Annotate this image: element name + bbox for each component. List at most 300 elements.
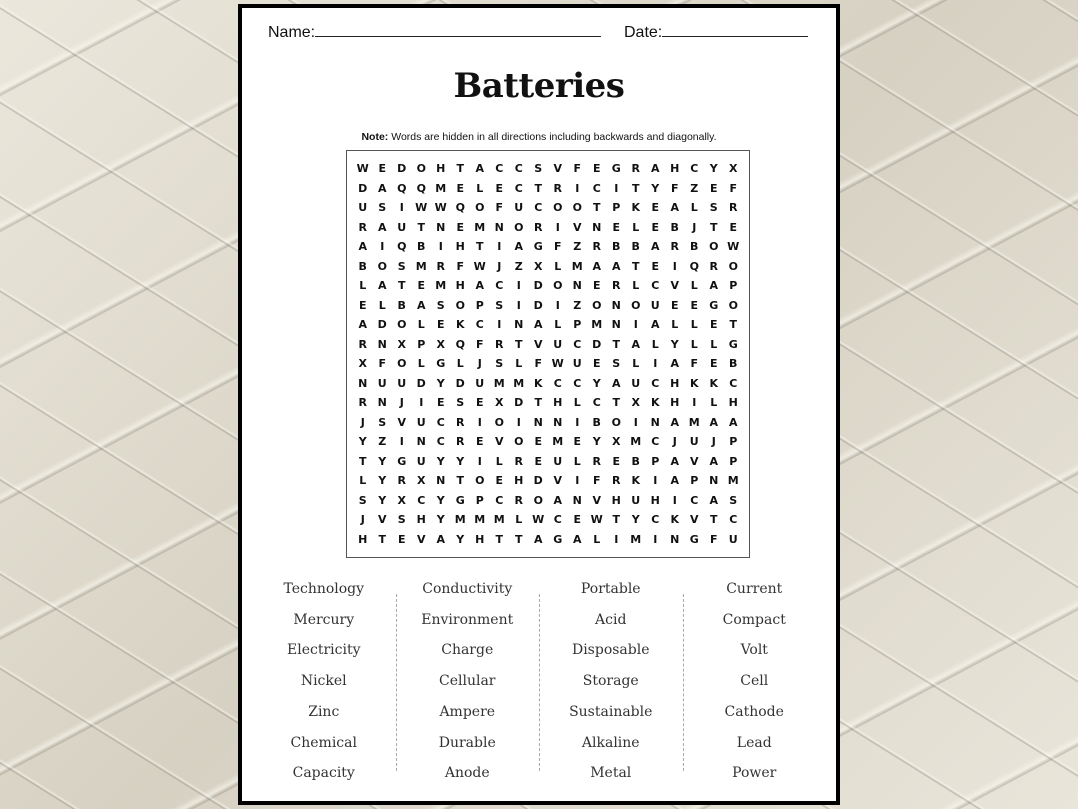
grid-cell[interactable]: B <box>397 298 406 312</box>
grid-cell[interactable]: E <box>573 435 581 449</box>
grid-cell[interactable]: T <box>475 240 484 254</box>
grid-cell[interactable]: F <box>729 181 737 195</box>
grid-cell[interactable]: T <box>612 513 620 527</box>
grid-cell[interactable]: P <box>651 454 660 468</box>
grid-cell[interactable]: O <box>397 318 407 332</box>
grid-cell[interactable]: R <box>456 435 465 449</box>
grid-cell[interactable]: O <box>494 415 504 429</box>
grid-cell[interactable]: E <box>436 318 445 332</box>
grid-cell[interactable]: M <box>688 415 700 429</box>
grid-cell[interactable]: C <box>592 181 601 195</box>
grid-cell[interactable]: E <box>709 318 718 332</box>
grid-cell[interactable]: G <box>397 454 407 468</box>
grid-cell[interactable]: D <box>455 376 465 390</box>
grid-cell[interactable]: L <box>554 318 562 332</box>
grid-cell[interactable]: N <box>670 532 680 546</box>
grid-cell[interactable]: E <box>651 220 659 234</box>
grid-cell[interactable]: Q <box>455 201 465 215</box>
grid-cell[interactable]: E <box>709 357 718 371</box>
grid-cell[interactable]: R <box>534 220 543 234</box>
grid-cell[interactable]: Y <box>456 532 465 546</box>
grid-cell[interactable]: Z <box>573 298 582 312</box>
grid-cell[interactable]: G <box>533 240 543 254</box>
grid-cell[interactable]: V <box>397 415 406 429</box>
grid-cell[interactable]: I <box>575 181 580 195</box>
grid-cell[interactable]: X <box>417 474 426 488</box>
grid-cell[interactable]: W <box>590 513 603 527</box>
grid-cell[interactable]: Y <box>592 376 601 390</box>
grid-cell[interactable]: U <box>553 454 563 468</box>
grid-cell[interactable]: N <box>494 220 504 234</box>
grid-cell[interactable]: E <box>417 279 425 293</box>
grid-cell[interactable]: A <box>572 532 582 546</box>
grid-cell[interactable]: V <box>689 454 699 468</box>
grid-cell[interactable]: R <box>631 162 640 176</box>
grid-cell[interactable]: A <box>533 532 543 546</box>
grid-cell[interactable]: R <box>358 396 367 410</box>
grid-cell[interactable]: X <box>436 337 445 351</box>
grid-cell[interactable]: H <box>553 396 563 410</box>
grid-cell[interactable]: D <box>358 181 368 195</box>
grid-cell[interactable]: N <box>436 220 446 234</box>
grid-cell[interactable]: J <box>360 513 365 527</box>
grid-cell[interactable]: L <box>710 396 718 410</box>
grid-cell[interactable]: E <box>534 435 542 449</box>
grid-cell[interactable]: E <box>670 298 679 312</box>
grid-cell[interactable]: A <box>670 201 679 215</box>
grid-cell[interactable]: L <box>690 279 698 293</box>
grid-cell[interactable]: C <box>514 181 523 195</box>
grid-cell[interactable]: C <box>417 493 426 507</box>
grid-cell[interactable]: N <box>416 435 426 449</box>
grid-cell[interactable]: B <box>670 220 679 234</box>
grid-cell[interactable]: Q <box>689 259 699 273</box>
grid-cell[interactable]: N <box>709 474 719 488</box>
grid-cell[interactable]: Q <box>397 240 407 254</box>
grid-cell[interactable]: M <box>454 513 466 527</box>
grid-cell[interactable]: W <box>356 162 369 176</box>
grid-cell[interactable]: C <box>651 513 660 527</box>
grid-cell[interactable]: D <box>533 474 543 488</box>
grid-cell[interactable]: O <box>611 415 621 429</box>
grid-cell[interactable]: U <box>572 357 582 371</box>
grid-cell[interactable]: M <box>727 474 739 488</box>
grid-cell[interactable]: T <box>378 532 386 546</box>
grid-cell[interactable]: D <box>377 318 387 332</box>
grid-cell[interactable]: T <box>709 220 718 234</box>
grid-cell[interactable]: S <box>612 357 621 371</box>
grid-cell[interactable]: C <box>729 376 738 390</box>
grid-cell[interactable]: L <box>554 259 562 273</box>
grid-cell[interactable]: R <box>514 493 523 507</box>
grid-cell[interactable]: A <box>728 415 738 429</box>
grid-cell[interactable]: Y <box>456 454 465 468</box>
grid-cell[interactable]: U <box>377 376 387 390</box>
grid-cell[interactable]: V <box>494 435 504 449</box>
grid-cell[interactable]: G <box>611 162 621 176</box>
grid-cell[interactable]: M <box>474 513 486 527</box>
grid-cell[interactable]: T <box>534 396 542 410</box>
grid-cell[interactable]: C <box>651 376 660 390</box>
grid-cell[interactable]: F <box>670 181 679 195</box>
grid-cell[interactable]: R <box>670 240 679 254</box>
grid-cell[interactable]: V <box>533 337 543 351</box>
grid-cell[interactable]: D <box>397 162 407 176</box>
grid-cell[interactable]: L <box>495 454 503 468</box>
grid-cell[interactable]: D <box>592 337 602 351</box>
grid-cell[interactable]: O <box>475 201 485 215</box>
grid-cell[interactable]: T <box>456 474 464 488</box>
grid-cell[interactable]: N <box>358 376 368 390</box>
grid-cell[interactable]: N <box>436 474 446 488</box>
grid-cell[interactable]: V <box>553 162 562 176</box>
grid-cell[interactable]: J <box>497 259 502 273</box>
word-search-grid[interactable] <box>346 150 750 558</box>
grid-cell[interactable]: A <box>377 279 387 293</box>
grid-cell[interactable]: N <box>572 493 582 507</box>
grid-cell[interactable]: L <box>632 357 640 371</box>
grid-cell[interactable]: P <box>475 493 484 507</box>
grid-cell[interactable]: M <box>630 435 642 449</box>
grid-cell[interactable]: S <box>378 415 387 429</box>
grid-cell[interactable]: L <box>671 318 679 332</box>
grid-cell[interactable]: C <box>690 162 699 176</box>
grid-cell[interactable]: B <box>729 357 738 371</box>
grid-cell[interactable]: V <box>377 513 387 527</box>
grid-cell[interactable]: Y <box>378 493 387 507</box>
grid-cell[interactable]: L <box>515 357 523 371</box>
grid-cell[interactable]: N <box>572 279 582 293</box>
grid-cell[interactable]: R <box>592 454 601 468</box>
grid-cell[interactable]: E <box>495 474 503 488</box>
grid-cell[interactable]: F <box>456 259 464 273</box>
grid-cell[interactable]: Y <box>709 162 718 176</box>
grid-cell[interactable]: O <box>553 201 563 215</box>
grid-cell[interactable]: C <box>514 162 523 176</box>
grid-cell[interactable]: S <box>397 259 406 273</box>
grid-cell[interactable]: E <box>729 220 737 234</box>
grid-cell[interactable]: H <box>475 532 485 546</box>
grid-cell[interactable]: I <box>555 298 560 312</box>
grid-cell[interactable]: O <box>709 240 719 254</box>
grid-cell[interactable]: L <box>573 454 581 468</box>
grid-cell[interactable]: R <box>514 454 523 468</box>
grid-cell[interactable]: K <box>631 474 641 488</box>
grid-cell[interactable]: X <box>358 357 367 371</box>
grid-cell[interactable]: K <box>455 318 465 332</box>
grid-cell[interactable]: C <box>495 279 504 293</box>
grid-cell[interactable]: O <box>572 201 582 215</box>
grid-cell[interactable]: O <box>728 259 738 273</box>
grid-cell[interactable]: I <box>477 454 482 468</box>
grid-cell[interactable]: A <box>611 259 621 273</box>
grid-cell[interactable]: E <box>592 162 601 176</box>
grid-cell[interactable]: S <box>378 201 387 215</box>
grid-cell[interactable]: A <box>436 532 445 546</box>
grid-cell[interactable]: A <box>631 337 640 351</box>
grid-cell[interactable]: L <box>515 513 523 527</box>
grid-cell[interactable]: R <box>612 474 621 488</box>
grid-cell[interactable]: Y <box>436 493 445 507</box>
grid-cell[interactable]: U <box>475 376 485 390</box>
grid-cell[interactable]: C <box>534 201 543 215</box>
grid-cell[interactable]: P <box>729 435 738 449</box>
grid-cell[interactable]: K <box>689 376 699 390</box>
grid-cell[interactable]: M <box>552 435 564 449</box>
grid-cell[interactable]: M <box>630 532 642 546</box>
grid-cell[interactable]: I <box>633 318 638 332</box>
grid-cell[interactable]: A <box>709 415 718 429</box>
grid-cell[interactable]: I <box>399 201 404 215</box>
grid-cell[interactable]: W <box>434 201 447 215</box>
grid-cell[interactable]: T <box>631 181 640 195</box>
grid-cell[interactable]: G <box>436 357 446 371</box>
grid-cell[interactable]: T <box>514 337 523 351</box>
grid-cell[interactable]: A <box>650 240 660 254</box>
grid-cell[interactable]: U <box>631 376 641 390</box>
grid-cell[interactable]: E <box>378 162 386 176</box>
grid-cell[interactable]: R <box>709 259 718 273</box>
grid-cell[interactable]: A <box>514 240 523 254</box>
grid-cell[interactable]: N <box>514 318 524 332</box>
grid-cell[interactable]: V <box>592 493 601 507</box>
grid-cell[interactable]: G <box>689 532 699 546</box>
grid-cell[interactable]: S <box>495 357 504 371</box>
grid-cell[interactable]: K <box>533 376 543 390</box>
grid-cell[interactable]: L <box>417 357 425 371</box>
grid-cell[interactable]: M <box>474 220 486 234</box>
grid-cell[interactable]: C <box>573 337 582 351</box>
grid-cell[interactable]: Q <box>455 337 465 351</box>
grid-cell[interactable]: J <box>399 396 404 410</box>
grid-cell[interactable]: A <box>592 259 601 273</box>
grid-cell[interactable]: O <box>514 435 524 449</box>
grid-cell[interactable]: F <box>709 532 718 546</box>
grid-cell[interactable]: A <box>358 240 367 254</box>
grid-cell[interactable]: D <box>533 279 543 293</box>
grid-cell[interactable]: E <box>709 181 718 195</box>
grid-cell[interactable]: B <box>690 240 699 254</box>
name-blank-line[interactable] <box>315 22 601 37</box>
grid-cell[interactable]: J <box>672 435 677 449</box>
grid-cell[interactable]: H <box>670 396 680 410</box>
grid-cell[interactable]: V <box>689 513 699 527</box>
grid-cell[interactable]: E <box>456 181 464 195</box>
grid-cell[interactable]: E <box>456 220 464 234</box>
grid-cell[interactable]: H <box>436 162 446 176</box>
grid-cell[interactable]: W <box>532 513 545 527</box>
grid-cell[interactable]: A <box>670 415 679 429</box>
grid-cell[interactable]: A <box>377 220 387 234</box>
grid-cell[interactable]: E <box>358 298 367 312</box>
grid-cell[interactable]: E <box>690 298 698 312</box>
grid-cell[interactable]: Q <box>397 181 407 195</box>
grid-cell[interactable]: A <box>709 454 718 468</box>
grid-cell[interactable]: P <box>417 337 426 351</box>
grid-cell[interactable]: F <box>495 201 503 215</box>
grid-cell[interactable]: P <box>573 318 582 332</box>
grid-cell[interactable]: N <box>650 415 660 429</box>
grid-cell[interactable]: V <box>416 532 426 546</box>
grid-cell[interactable]: K <box>631 201 641 215</box>
grid-cell[interactable]: I <box>575 415 580 429</box>
grid-cell[interactable]: F <box>690 357 698 371</box>
grid-cell[interactable]: E <box>612 454 620 468</box>
grid-cell[interactable]: J <box>711 435 716 449</box>
grid-cell[interactable]: R <box>358 220 367 234</box>
grid-cell[interactable]: R <box>553 181 562 195</box>
grid-cell[interactable]: W <box>551 357 564 371</box>
grid-cell[interactable]: U <box>631 493 641 507</box>
grid-cell[interactable]: L <box>359 279 367 293</box>
grid-cell[interactable]: R <box>358 337 367 351</box>
grid-cell[interactable]: I <box>380 240 385 254</box>
name-field[interactable] <box>268 22 601 42</box>
grid-cell[interactable]: C <box>495 493 504 507</box>
grid-cell[interactable]: D <box>416 376 426 390</box>
grid-cell[interactable]: A <box>377 181 387 195</box>
grid-cell[interactable]: B <box>358 259 367 273</box>
grid-cell[interactable]: H <box>358 532 368 546</box>
grid-cell[interactable]: C <box>573 376 582 390</box>
grid-cell[interactable]: V <box>553 474 562 488</box>
grid-cell[interactable]: C <box>553 376 562 390</box>
grid-cell[interactable]: O <box>416 162 426 176</box>
grid-cell[interactable]: B <box>631 454 640 468</box>
grid-cell[interactable]: N <box>553 415 563 429</box>
grid-cell[interactable]: E <box>612 220 620 234</box>
grid-cell[interactable]: I <box>555 220 560 234</box>
grid-cell[interactable]: V <box>670 279 679 293</box>
grid-cell[interactable]: P <box>612 201 621 215</box>
grid-cell[interactable]: I <box>653 532 658 546</box>
grid-cell[interactable]: P <box>729 454 738 468</box>
grid-cell[interactable]: R <box>495 337 504 351</box>
grid-cell[interactable]: H <box>670 162 680 176</box>
grid-cell[interactable]: L <box>632 279 640 293</box>
grid-cell[interactable]: M <box>435 181 447 195</box>
grid-cell[interactable]: L <box>573 396 581 410</box>
grid-cell[interactable]: E <box>436 396 445 410</box>
grid-cell[interactable]: T <box>514 532 523 546</box>
grid-cell[interactable]: N <box>611 318 621 332</box>
grid-cell[interactable]: A <box>709 279 718 293</box>
grid-cell[interactable]: U <box>358 201 368 215</box>
grid-cell[interactable]: G <box>728 337 738 351</box>
grid-cell[interactable]: C <box>436 435 445 449</box>
grid-cell[interactable]: X <box>729 162 738 176</box>
grid-cell[interactable]: I <box>653 474 658 488</box>
grid-cell[interactable]: A <box>611 376 621 390</box>
grid-cell[interactable]: U <box>397 220 407 234</box>
grid-cell[interactable]: U <box>514 201 524 215</box>
grid-cell[interactable]: M <box>415 259 427 273</box>
grid-cell[interactable]: E <box>397 532 406 546</box>
grid-cell[interactable]: I <box>633 415 638 429</box>
grid-cell[interactable]: T <box>417 220 425 234</box>
grid-cell[interactable]: Z <box>378 435 387 449</box>
grid-cell[interactable]: I <box>438 240 443 254</box>
grid-cell[interactable]: Z <box>690 181 699 195</box>
grid-cell[interactable]: I <box>399 435 404 449</box>
grid-cell[interactable]: I <box>497 240 502 254</box>
grid-cell[interactable]: G <box>553 532 563 546</box>
grid-cell[interactable]: K <box>709 376 719 390</box>
grid-cell[interactable]: R <box>612 279 621 293</box>
grid-cell[interactable]: U <box>689 435 699 449</box>
grid-cell[interactable]: R <box>592 240 601 254</box>
grid-cell[interactable]: F <box>378 357 386 371</box>
grid-cell[interactable]: L <box>690 318 698 332</box>
grid-cell[interactable]: G <box>455 493 465 507</box>
grid-cell[interactable]: R <box>436 259 445 273</box>
grid-cell[interactable]: W <box>473 259 486 273</box>
grid-cell[interactable]: O <box>533 493 543 507</box>
grid-cell[interactable]: Q <box>416 181 426 195</box>
grid-cell[interactable]: T <box>456 162 464 176</box>
grid-cell[interactable]: Y <box>378 474 387 488</box>
grid-cell[interactable]: O <box>475 474 485 488</box>
grid-cell[interactable]: A <box>709 493 718 507</box>
grid-cell[interactable]: H <box>514 474 524 488</box>
grid-cell[interactable]: L <box>710 337 718 351</box>
grid-cell[interactable]: T <box>709 513 718 527</box>
grid-cell[interactable]: F <box>553 240 562 254</box>
grid-cell[interactable]: A <box>670 357 679 371</box>
grid-cell[interactable]: C <box>690 493 699 507</box>
grid-cell[interactable]: Y <box>651 181 660 195</box>
grid-cell[interactable]: H <box>416 513 426 527</box>
grid-cell[interactable]: P <box>475 298 484 312</box>
date-blank-line[interactable] <box>662 22 808 37</box>
grid-cell[interactable]: X <box>397 493 406 507</box>
grid-cell[interactable]: T <box>612 337 620 351</box>
grid-cell[interactable]: C <box>495 162 504 176</box>
grid-cell[interactable]: I <box>653 357 658 371</box>
grid-cell[interactable]: T <box>397 279 406 293</box>
grid-cell[interactable]: U <box>397 376 407 390</box>
grid-cell[interactable]: C <box>475 318 484 332</box>
grid-cell[interactable]: L <box>593 532 601 546</box>
grid-cell[interactable]: N <box>592 220 602 234</box>
grid-cell[interactable]: I <box>614 532 619 546</box>
grid-cell[interactable]: T <box>631 259 640 273</box>
grid-cell[interactable]: Y <box>436 376 445 390</box>
grid-cell[interactable]: H <box>728 396 738 410</box>
grid-cell[interactable]: F <box>592 474 601 488</box>
grid-cell[interactable]: V <box>572 220 582 234</box>
grid-cell[interactable]: L <box>359 474 367 488</box>
grid-cell[interactable]: L <box>632 220 640 234</box>
grid-cell[interactable]: X <box>534 259 543 273</box>
grid-cell[interactable]: Y <box>631 513 640 527</box>
grid-cell[interactable]: N <box>611 298 621 312</box>
grid-cell[interactable]: N <box>533 415 543 429</box>
grid-cell[interactable]: A <box>670 474 679 488</box>
grid-cell[interactable]: L <box>690 201 698 215</box>
grid-cell[interactable]: Y <box>358 435 367 449</box>
grid-cell[interactable]: I <box>672 493 677 507</box>
grid-cell[interactable]: E <box>651 201 659 215</box>
grid-cell[interactable]: S <box>358 493 367 507</box>
grid-cell[interactable]: A <box>650 318 660 332</box>
grid-cell[interactable]: S <box>495 298 504 312</box>
grid-cell[interactable]: Y <box>592 435 601 449</box>
grid-cell[interactable]: M <box>493 513 505 527</box>
grid-cell[interactable]: Y <box>436 513 445 527</box>
grid-cell[interactable]: T <box>612 396 620 410</box>
grid-cell[interactable]: S <box>729 493 738 507</box>
